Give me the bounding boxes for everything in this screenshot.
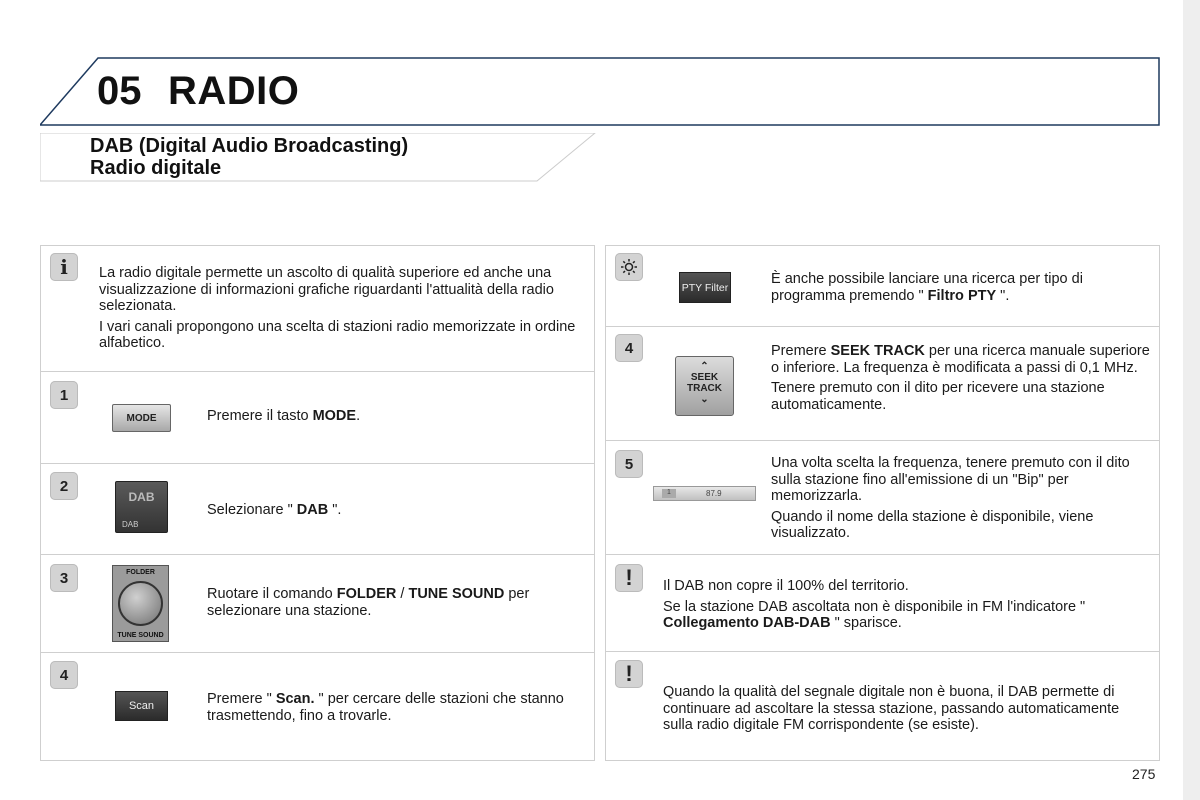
chapter-header [40, 57, 1160, 127]
info-text [99, 265, 584, 356]
warning-1-paragraph-1: Il DAB non copre il 100% del territorio. [663, 578, 909, 594]
section-title [90, 135, 408, 179]
seek-track-button-icon [675, 356, 734, 416]
divider [606, 440, 1159, 441]
chevron-down-icon: ⌄ [700, 394, 709, 405]
section-title-line2: Radio digitale [90, 157, 222, 179]
step-badge-1: 1 [50, 381, 78, 409]
chapter-title: RADIO [168, 69, 300, 113]
knob-top-label: FOLDER [126, 569, 155, 576]
warning-1-paragraph-2 [663, 599, 1148, 632]
step-5-paragraph-2: Quando il nome della stazione è disponibile, viene visualizzato. [771, 508, 1094, 541]
knob-bottom-label: TUNE SOUND [117, 632, 164, 639]
knob-dial [118, 581, 163, 626]
tip-text [771, 271, 1151, 304]
step-4-right-paragraph-2: Tenere premuto con il dito per ricevere una stazione automaticamente. [771, 380, 1105, 413]
divider [606, 651, 1159, 652]
warning-2-text [663, 684, 1151, 738]
step-4-right-post: per una ricerca manuale superiore o inferiore. La frequenza è modificata a passi di 0,1 MHz. [771, 343, 1150, 376]
step-2-text-pre: Selezionare " [207, 502, 297, 518]
step-3-text-post: per selezionare una stazione. [207, 586, 530, 619]
step-4-text-bold: Scan. [275, 691, 315, 707]
tip-text-bold: Filtro PTY [927, 287, 997, 304]
page-number: 275 [1132, 766, 1156, 782]
preset-frequency: 87.9 [706, 489, 722, 498]
folder-tune-sound-knob-icon [112, 565, 169, 642]
step-badge-5: 5 [615, 450, 643, 478]
step-badge-4: 4 [615, 334, 643, 362]
info-icon: i [50, 253, 78, 281]
step-2-text-post: ". [328, 502, 342, 518]
warning-1-text [663, 578, 1148, 636]
divider [606, 326, 1159, 327]
divider [41, 652, 594, 653]
divider [41, 463, 594, 464]
step-badge-4: 4 [50, 661, 78, 689]
exclamation-icon: ! [615, 564, 643, 592]
warning-1-bold: Collegamento DAB-DAB [663, 615, 831, 631]
scan-button-icon: Scan [115, 691, 168, 721]
section-title-line1: DAB (Digital Audio Broadcasting) [90, 135, 409, 157]
step-4-text [207, 691, 587, 724]
right-panel [605, 245, 1160, 761]
step-4-right-bold: SEEK TRACK [830, 343, 925, 359]
section-header [40, 133, 596, 183]
step-3-text-bold2: TUNE SOUND [408, 586, 505, 602]
mode-button-icon: MODE [112, 404, 171, 432]
step-4-right-text [771, 343, 1151, 417]
seek-label-line2: TRACK [687, 383, 722, 394]
step-2-text-bold: DAB [296, 502, 329, 518]
divider [606, 554, 1159, 555]
exclamation-icon: ! [615, 660, 643, 688]
dab-logo: DAB [128, 490, 155, 504]
step-2-text [207, 502, 587, 519]
step-badge-2: 2 [50, 472, 78, 500]
tip-text-pre: È anche possibile lanciare una ricerca per tipo di programma premendo " [771, 271, 1083, 304]
pty-filter-button-icon: PTY Filter [679, 272, 731, 303]
info-paragraph-2: I vari canali propongono una scelta di stazioni radio memorizzate in ordine alfabetico. [99, 318, 576, 351]
step-4-text-post: " per cercare delle stazioni che stanno trasmettendo, fino a trovarle. [207, 691, 564, 724]
dab-button-icon [115, 481, 168, 533]
tip-text-post: ". [996, 287, 1010, 304]
warning-1-pre: Se la stazione DAB ascoltata non è disponibile in FM l'indicatore " [663, 598, 1086, 615]
step-5-text [771, 455, 1151, 546]
step-3-text-mid: / [396, 586, 409, 602]
warning-2-paragraph: Quando la qualità del segnale digitale non è buona, il DAB permette di continuare ad ascoltare la stessa stazione, passando automaticamente sulla radio digitale FM corrispondente (se esiste). [663, 684, 1120, 733]
step-1-text-post: . [356, 408, 361, 424]
step-badge-3: 3 [50, 564, 78, 592]
preset-number: 1 [662, 489, 676, 498]
step-1-text-bold: MODE [312, 408, 357, 424]
step-4-right-paragraph-1 [771, 343, 1151, 376]
divider [41, 554, 594, 555]
dab-button-label: DAB [122, 520, 139, 529]
page-edge-strip [1183, 0, 1200, 800]
step-3-text [207, 586, 587, 619]
step-1-text [207, 408, 587, 425]
step-3-text-bold: FOLDER [336, 586, 397, 602]
chapter-number: 05 [97, 69, 142, 113]
left-panel [40, 245, 595, 761]
seek-label-line1: SEEK [690, 372, 719, 383]
frequency-preset-bar-icon [653, 486, 756, 501]
divider [41, 371, 594, 372]
lightbulb-icon [615, 253, 643, 281]
step-4-text-pre: Premere " [207, 691, 276, 707]
chevron-up-icon: ⌃ [700, 361, 709, 372]
info-paragraph-1: La radio digitale permette un ascolto di qualità superiore ed anche una visualizzazione di informazioni grafiche riguardanti l'attualità della radio selezionata. [99, 265, 554, 314]
step-3-text-pre: Ruotare il comando [207, 586, 337, 602]
step-1-text-pre: Premere il tasto [207, 408, 313, 424]
step-5-paragraph-1: Una volta scelta la frequenza, tenere premuto con il dito sulla stazione fino all'emissione di un "Bip" per memorizzarla. [771, 455, 1130, 504]
step-4-right-pre: Premere [771, 343, 831, 359]
lightbulb-glyph [620, 258, 638, 276]
warning-1-post: " sparisce. [830, 615, 902, 631]
